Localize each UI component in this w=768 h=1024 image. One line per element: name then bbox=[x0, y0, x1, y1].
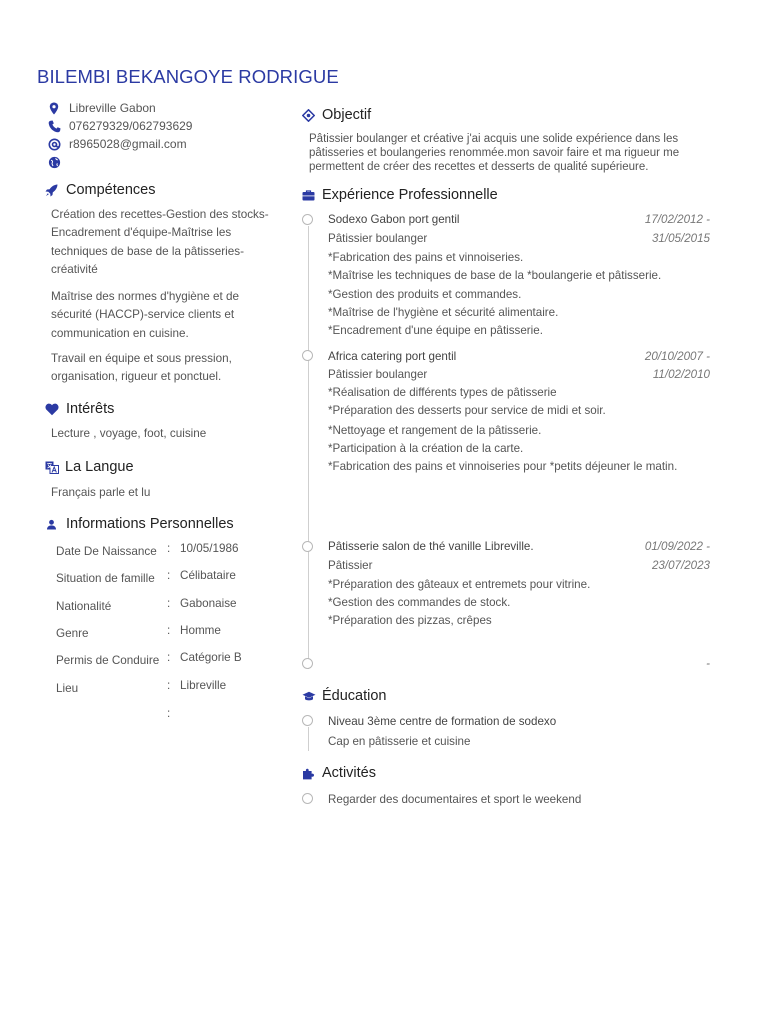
job-date-start: - bbox=[706, 657, 710, 670]
interests-title: Intérêts bbox=[66, 401, 115, 417]
timeline-dot bbox=[302, 658, 313, 669]
location-text: Libreville Gabon bbox=[69, 101, 156, 115]
personal-info-title: Informations Personnelles bbox=[66, 516, 234, 532]
job-task: *Nettoyage et rangement de la pâtisserie. bbox=[328, 424, 542, 437]
personal-value: Catégorie B bbox=[180, 651, 242, 664]
objective-text: Pâtissier boulanger et créative j'ai acquis une solide expérience dans les pâtisseries et boulangeries renommée.mon savoir faire et ma rigueur me permettent de créer des recettes et desserts de qualité supérieure. bbox=[309, 133, 680, 173]
personal-value: Libreville bbox=[180, 679, 227, 692]
education-degree: Cap en pâtisserie et cuisine bbox=[328, 735, 471, 748]
job-task: *Préparation des desserts pour service de midi et soir. bbox=[328, 404, 606, 417]
skill-item: Création des recettes-Gestion des stocks-Encadrement d'équipe-Maîtrise les techniques de base de la pâtisseries-créativité bbox=[51, 208, 269, 276]
experience-timeline-line bbox=[308, 226, 309, 669]
skill-item: Maîtrise des normes d'hygiène et de sécurité (HACCP)-service clients et communication en cuisine. bbox=[51, 290, 240, 340]
job-task: *Préparation des pizzas, crêpes bbox=[328, 614, 492, 627]
job-company: Pâtisserie salon de thé vanille Libreville. bbox=[328, 540, 534, 553]
personal-label: Nationalité bbox=[56, 600, 112, 613]
job-role: Pâtissier boulanger bbox=[328, 232, 428, 245]
email-text[interactable]: r8965028@gmail.com bbox=[69, 137, 187, 151]
job-task: *Préparation des gâteaux et entremets pour vitrine. bbox=[328, 578, 591, 591]
phone-icon bbox=[48, 120, 61, 133]
job-date-start: 20/10/2007 - bbox=[644, 350, 710, 363]
job-date-start: 17/02/2012 - bbox=[644, 213, 710, 226]
education-timeline-line bbox=[308, 727, 309, 751]
personal-separator: : bbox=[167, 624, 171, 637]
personal-value: Gabonaise bbox=[180, 597, 237, 610]
job-task: *Réalisation de différents types de pâtisserie bbox=[328, 386, 557, 399]
personal-label: Date De Naissance bbox=[56, 545, 157, 558]
objective-title: Objectif bbox=[322, 107, 372, 123]
personal-value: Célibataire bbox=[180, 569, 236, 582]
puzzle-icon bbox=[302, 768, 315, 780]
timeline-dot bbox=[302, 541, 313, 552]
job-role: Pâtissier bbox=[328, 559, 373, 572]
job-task: *Gestion des produits et commandes. bbox=[328, 288, 522, 301]
target-diamond-icon bbox=[302, 109, 315, 122]
education-school: Niveau 3ème centre de formation de sodexo bbox=[328, 715, 557, 728]
job-task: *Maîtrise de l'hygiène et sécurité alimentaire. bbox=[328, 306, 559, 319]
personal-separator: : bbox=[167, 569, 171, 582]
location-pin-icon bbox=[48, 102, 60, 115]
job-date-end: 31/05/2015 bbox=[651, 232, 710, 245]
personal-value: 10/05/1986 bbox=[180, 542, 239, 555]
activities-title: Activités bbox=[322, 765, 376, 781]
languages-title: La Langue bbox=[65, 459, 134, 475]
job-company: Africa catering port gentil bbox=[328, 350, 457, 363]
personal-label: Permis de Conduire bbox=[56, 654, 160, 667]
heart-icon bbox=[45, 403, 59, 416]
personal-separator: : bbox=[167, 542, 171, 555]
timeline-dot bbox=[302, 214, 313, 225]
personal-separator: : bbox=[167, 597, 171, 610]
personal-label: Genre bbox=[56, 627, 89, 640]
timeline-dot bbox=[302, 793, 313, 804]
personal-label: Lieu bbox=[56, 682, 79, 695]
job-task: *Gestion des commandes de stock. bbox=[328, 596, 511, 609]
job-date-end: 23/07/2023 bbox=[651, 559, 710, 572]
job-role: Pâtissier boulanger bbox=[328, 368, 428, 381]
timeline-dot bbox=[302, 350, 313, 361]
personal-separator: : bbox=[167, 651, 171, 664]
job-date-end: 11/02/2010 bbox=[652, 368, 710, 381]
globe-icon bbox=[48, 156, 61, 169]
candidate-name: BILEMBI BEKANGOYE RODRIGUE bbox=[37, 66, 339, 87]
phone-text[interactable]: 076279329/062793629 bbox=[69, 119, 193, 133]
activity-item: Regarder des documentaires et sport le weekend bbox=[328, 793, 582, 806]
graduation-cap-icon bbox=[302, 691, 316, 702]
at-sign-icon bbox=[48, 138, 61, 151]
job-task: *Encadrement d'une équipe en pâtisserie. bbox=[328, 324, 543, 337]
languages-text: Français parle et lu bbox=[51, 486, 151, 499]
job-company: Sodexo Gabon port gentil bbox=[328, 213, 460, 226]
personal-value: Homme bbox=[180, 624, 221, 637]
job-task: *Participation à la création de la carte. bbox=[328, 442, 524, 455]
job-task: *Maîtrise les techniques de base de la *boulangerie et pâtisserie. bbox=[328, 269, 662, 282]
user-icon bbox=[46, 519, 57, 530]
briefcase-icon bbox=[302, 190, 315, 201]
personal-separator: : bbox=[167, 679, 171, 692]
personal-label: Situation de famille bbox=[56, 572, 155, 585]
rocket-icon bbox=[45, 184, 58, 197]
experience-title: Expérience Professionnelle bbox=[322, 187, 498, 203]
job-task: *Fabrication des pains et vinnoiseries pour *petits déjeuner le matin. bbox=[328, 460, 678, 473]
personal-separator: : bbox=[167, 707, 171, 720]
job-date-start: 01/09/2022 - bbox=[644, 540, 710, 553]
education-title: Éducation bbox=[322, 688, 387, 704]
skills-title: Compétences bbox=[66, 182, 156, 198]
skill-item: Travail en équipe et sous pression, organisation, rigueur et ponctuel. bbox=[51, 352, 232, 384]
translate-icon bbox=[45, 461, 59, 474]
job-task: *Fabrication des pains et vinnoiseries. bbox=[328, 251, 524, 264]
interests-text: Lecture , voyage, foot, cuisine bbox=[51, 427, 207, 440]
timeline-dot bbox=[302, 715, 313, 726]
